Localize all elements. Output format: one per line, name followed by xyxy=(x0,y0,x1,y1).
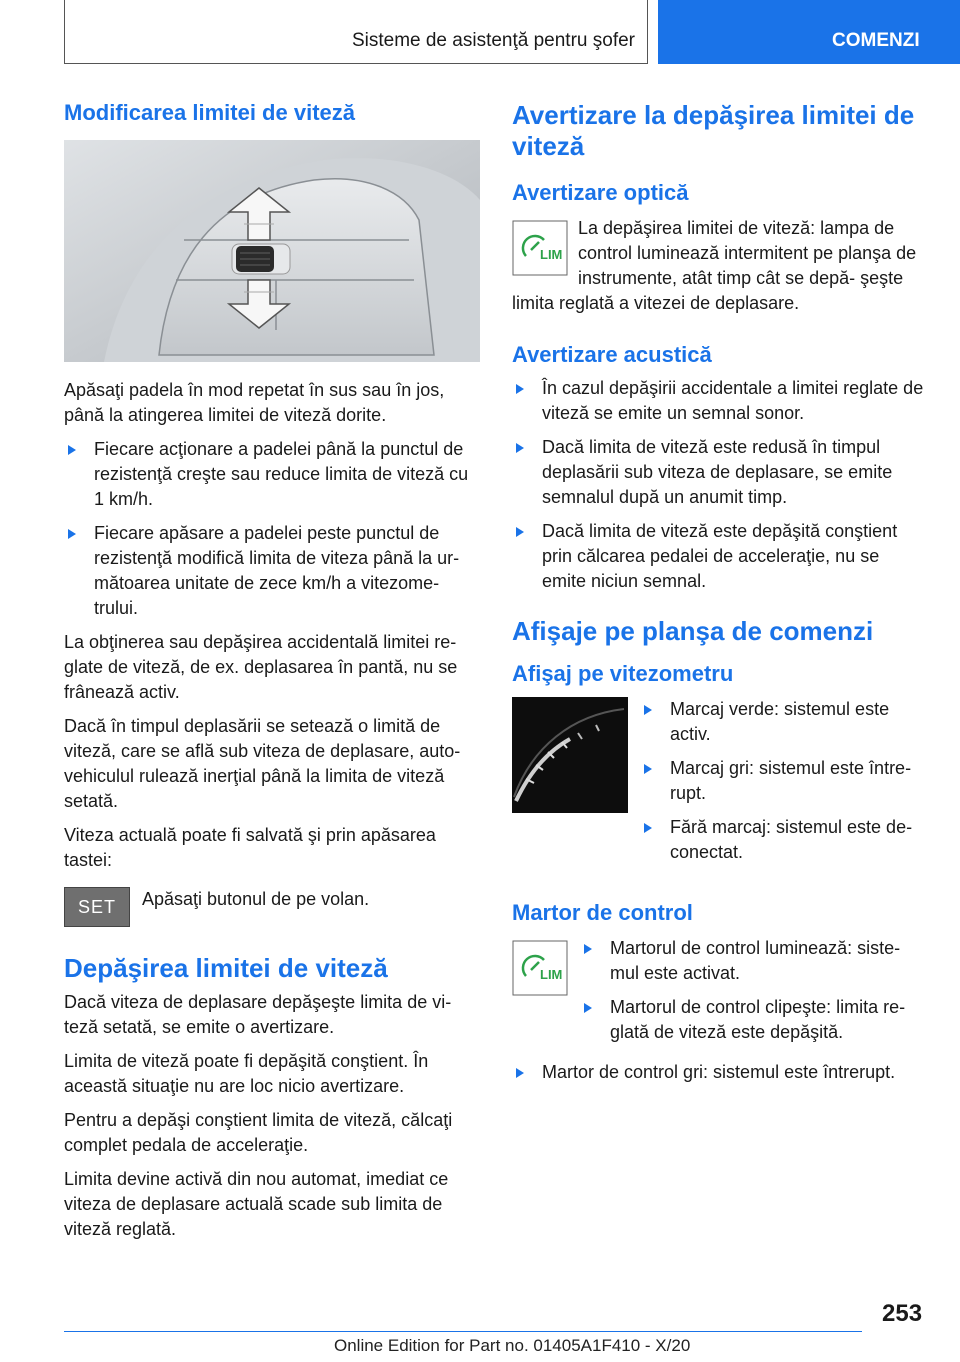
paragraph: Limita devine activă din nou automat, imediat ce viteza de deplasare actuală scade sub limita de viteză reglată. xyxy=(64,1169,449,1239)
left-column xyxy=(64,100,482,1251)
header-section-box xyxy=(64,0,648,64)
heading-speedometer-display: Afişaj pe vitezometru xyxy=(512,661,734,686)
svg-text:LIM: LIM xyxy=(540,967,563,982)
list-item: Dacă limita de viteză este redusă în timpul deplasării sub viteza de deplasare, se emite semnalul după un anumit timp. xyxy=(512,435,926,510)
optical-warning-text: La depăşirea limitei de viteză: lampa de control luminează intermitent pe planşa de instrumente, atât timp cât se depă‐ şeşte limita reglată a vitezei de deplasare. xyxy=(512,218,917,313)
paragraph: Dacă în timpul deplasării se setează o limită de viteză, care se află sub viteza de deplasare, auto‐ vehiculul rulează inerţial până la limita de viteză setată. xyxy=(64,716,461,811)
list-item: Marcaj verde: sistemul este activ. xyxy=(640,697,926,747)
triangle-bullet-icon xyxy=(584,944,592,954)
triangle-bullet-icon xyxy=(68,445,76,455)
heading-exceed-speed-limit: Depăşirea limitei de viteză xyxy=(64,953,388,983)
heading-acoustic-warning: Avertizare acustică xyxy=(512,342,712,367)
optical-warning-block xyxy=(512,216,926,316)
triangle-bullet-icon xyxy=(68,529,76,539)
heading-instrument-displays: Afişaje pe planşa de comenzi xyxy=(512,616,874,646)
triangle-bullet-icon xyxy=(644,764,652,774)
bullet-list xyxy=(512,376,926,594)
bullet-list xyxy=(640,697,926,874)
right-column xyxy=(512,100,926,1094)
footer-divider xyxy=(64,1331,862,1332)
heading-overspeed-warning: Avertizare la depăşirea limitei de viteză xyxy=(512,100,915,161)
steering-wheel-rocker-photo xyxy=(64,140,480,362)
heading-speed-limit-modification: Modificarea limitei de viteză xyxy=(64,100,355,125)
bullet-list xyxy=(512,1060,926,1085)
svg-text:LIM: LIM xyxy=(540,247,563,262)
speedometer-block xyxy=(512,697,926,874)
paragraph: Limita de viteză poate fi depăşită conştient. În această situaţie nu are loc nicio avertizare. xyxy=(64,1051,429,1096)
page-header xyxy=(0,0,960,66)
paragraph: La obţinerea sau depăşirea accidentală limitei re‐ glate de viteză, de ex. deplasarea în pantă, nu se frânează activ. xyxy=(64,632,458,702)
set-button-row xyxy=(64,887,482,927)
triangle-bullet-icon xyxy=(516,1068,524,1078)
set-button-icon: SET xyxy=(64,887,130,927)
edition-footer: Online Edition for Part no. 01405A1F410 - X/20 xyxy=(334,1336,691,1355)
list-item: Fără marcaj: sistemul este de‐ conectat. xyxy=(640,815,926,865)
page-number: 253 xyxy=(882,1300,923,1327)
indicator-block xyxy=(512,936,926,1054)
triangle-bullet-icon xyxy=(516,384,524,394)
speedometer-photo xyxy=(512,697,628,813)
list-item: Fiecare acţionare a padelei până la punctul de rezistenţă creşte sau reduce limita de viteză cu 1 km/h. xyxy=(64,437,482,512)
list-item: Marcaj gri: sistemul este între‐ rupt. xyxy=(640,756,926,806)
list-item: În cazul depăşirii accidentale a limitei reglate de viteză se emite un semnal sonor. xyxy=(512,376,926,426)
heading-indicator-lamp: Martor de control xyxy=(512,900,693,925)
triangle-bullet-icon xyxy=(584,1003,592,1013)
heading-optical-warning: Avertizare optică xyxy=(512,180,689,205)
bullet-list xyxy=(580,936,926,1054)
paragraph: Dacă viteza de deplasare depăşeşte limita de vi‐ teză setată, se emite o avertizare. xyxy=(64,992,452,1037)
bullet-list xyxy=(64,437,482,621)
list-item: Martor de control gri: sistemul este întrerupt. xyxy=(512,1060,926,1085)
triangle-bullet-icon xyxy=(644,705,652,715)
lim-indicator-icon xyxy=(512,940,568,996)
paragraph: Viteza actuală poate fi salvată şi prin apăsarea tastei: xyxy=(64,825,436,870)
triangle-bullet-icon xyxy=(516,527,524,537)
triangle-bullet-icon xyxy=(644,823,652,833)
list-item: Martorul de control luminează: siste‐ mul este activat. xyxy=(580,936,926,986)
paragraph: Pentru a depăşi conştient limita de viteză, călcaţi complet pedala de acceleraţie. xyxy=(64,1110,453,1155)
set-button-instruction: Apăsaţi butonul de pe volan. xyxy=(142,889,370,909)
section-title: Sisteme de asistenţă pentru şofer xyxy=(351,30,635,51)
paragraph: Apăsaţi padela în mod repetat în sus sau în jos, până la atingerea limitei de viteză dorite. xyxy=(64,380,445,425)
list-item: Dacă limita de viteză este depăşită conştient prin călcarea pedalei de acceleraţie, nu se emite niciun semnal. xyxy=(512,519,926,594)
lim-indicator-icon xyxy=(512,220,568,276)
list-item: Martorul de control clipeşte: limita re‐ glată de viteză este depăşită. xyxy=(580,995,926,1045)
list-item: Fiecare apăsare a padelei peste punctul de rezistenţă modifică limita de viteza până la ur‐ mătoarea unitate de zece km/h a vitezome‐ trului. xyxy=(64,521,482,621)
triangle-bullet-icon xyxy=(516,443,524,453)
chapter-tab[interactable]: COMENZI xyxy=(658,0,960,64)
